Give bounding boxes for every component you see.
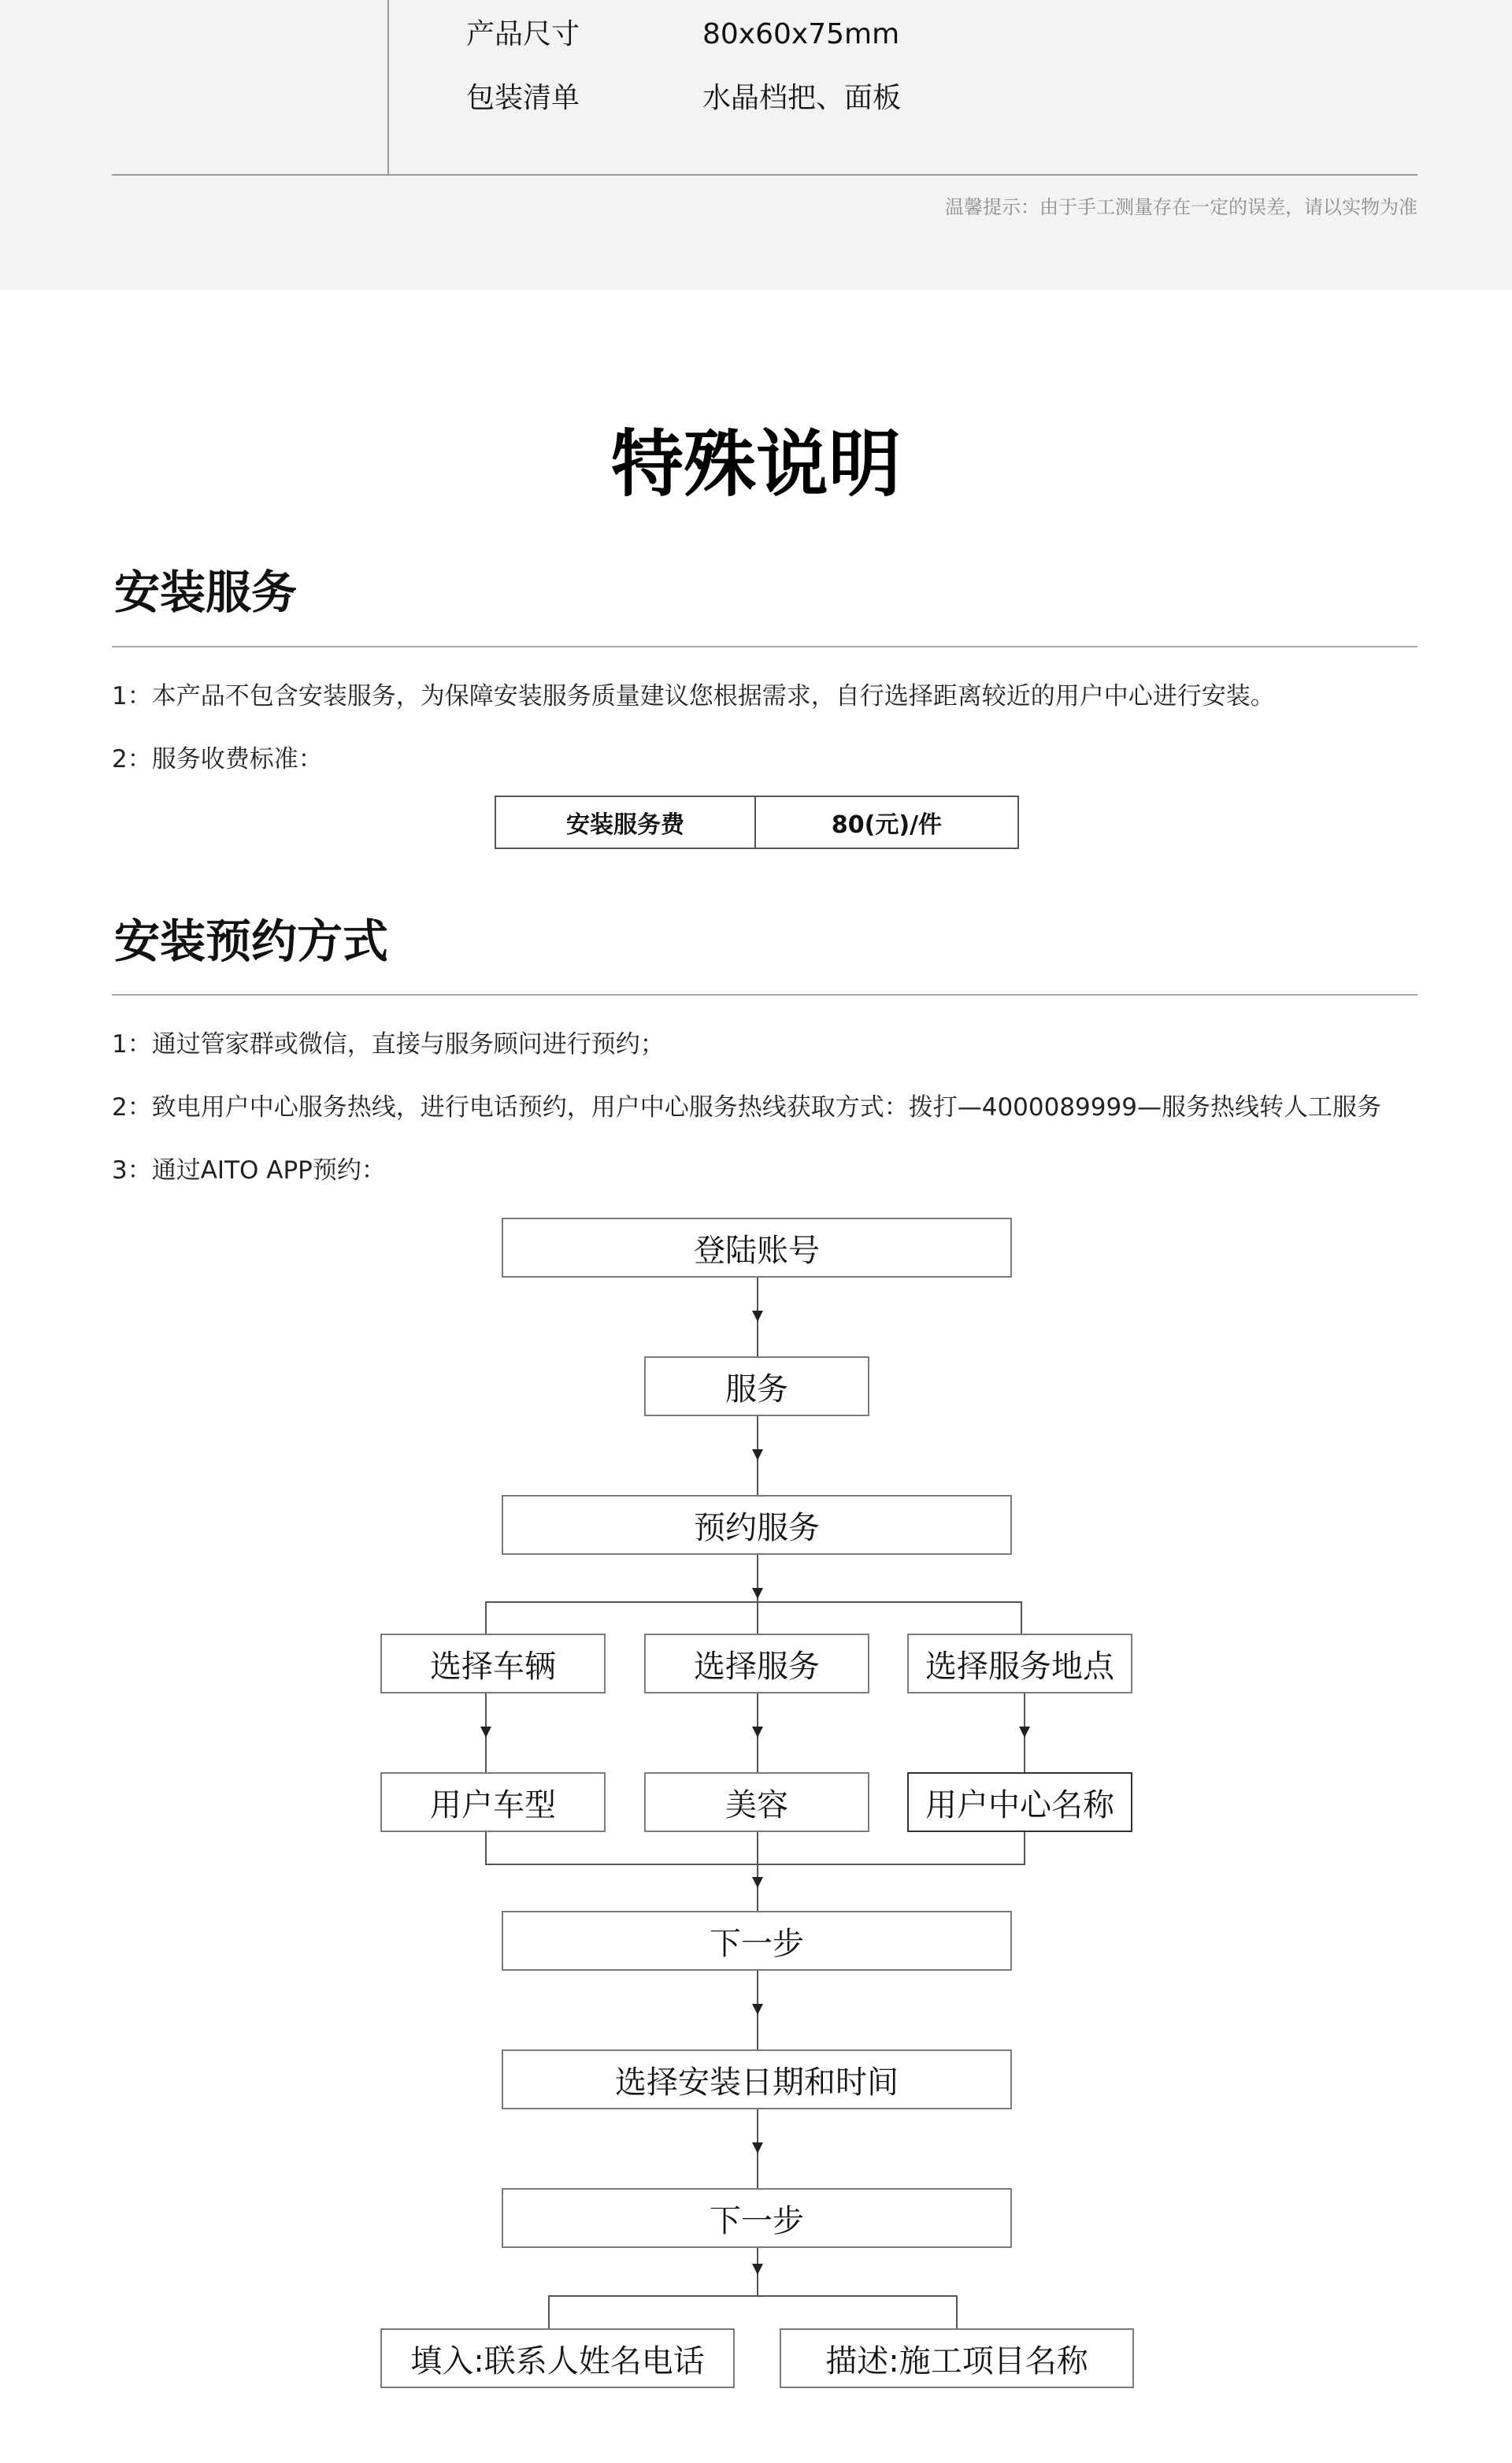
- connector: [1021, 1601, 1022, 1634]
- fee-table: [495, 796, 1019, 849]
- step-login: 登陆账号: [502, 1218, 1012, 1278]
- connector: [757, 1278, 758, 1356]
- connector: [1024, 1832, 1025, 1865]
- page-title: 特殊说明: [610, 422, 901, 506]
- step-beauty: 美容: [644, 1772, 869, 1832]
- spec-divider-horizontal: [112, 174, 1418, 176]
- booking-item-1: 1：通过管家群或微信，直接与服务顾问进行预约；: [112, 1030, 665, 1059]
- booking-item-2: 2：致电用户中心服务热线，进行电话预约，用户中心服务热线获取方式：拨打—4000089999—服务热线转人工服务: [112, 1093, 1381, 1122]
- spec-divider-vertical: [387, 0, 389, 175]
- booking-heading: 安装预约方式: [114, 914, 389, 968]
- connector: [485, 1693, 487, 1772]
- step-service: 服务: [644, 1356, 869, 1416]
- arrow-down-icon: [752, 1588, 763, 1599]
- step-vehicle-model: 用户车型: [380, 1772, 606, 1832]
- arrow-down-icon: [752, 2264, 763, 2275]
- connector: [757, 1971, 758, 2049]
- step-fill-contact: 填入:联系人姓名电话: [380, 2328, 735, 2388]
- connector: [757, 1832, 758, 1911]
- install-service-item-2: 2：服务收费标准：: [112, 745, 323, 773]
- connector: [956, 2295, 958, 2328]
- install-service-heading: 安装服务: [114, 566, 298, 619]
- branch-connector: [548, 2295, 958, 2297]
- measurement-note: 温馨提示：由于手工测量存在一定的误差，请以实物为准: [945, 196, 1418, 218]
- fee-item-cell: 安装服务费: [496, 797, 756, 848]
- branch-connector: [485, 1601, 1022, 1603]
- install-service-rule: [112, 646, 1418, 647]
- booking-rule: [112, 994, 1418, 996]
- connector: [485, 1832, 487, 1865]
- connector: [548, 2295, 550, 2328]
- connector: [757, 1693, 758, 1772]
- arrow-down-icon: [1019, 1727, 1030, 1738]
- arrow-down-icon: [752, 1311, 763, 1322]
- arrow-down-icon: [752, 2142, 763, 2153]
- booking-item-3: 3：通过AITO APP预约：: [112, 1156, 386, 1185]
- step-select-time: 选择安装日期和时间: [502, 2049, 1012, 2109]
- step-select-vehicle: 选择车辆: [380, 1634, 606, 1693]
- connector: [1024, 1693, 1025, 1772]
- spec-value-size: 80x60x75mm: [702, 18, 900, 50]
- step-book-service: 预约服务: [502, 1495, 1012, 1555]
- arrow-down-icon: [752, 1727, 763, 1738]
- arrow-down-icon: [752, 1449, 763, 1460]
- spec-label-package: 包装清单: [466, 82, 580, 114]
- connector: [757, 2248, 758, 2297]
- arrow-down-icon: [480, 1727, 491, 1738]
- step-center-name: 用户中心名称: [907, 1772, 1132, 1832]
- fee-price-cell: 80(元)/件: [831, 811, 943, 839]
- step-next-1: 下一步: [502, 1911, 1012, 1971]
- arrow-down-icon: [752, 1877, 763, 1888]
- merge-connector: [485, 1864, 1025, 1865]
- spec-label-size: 产品尺寸: [466, 18, 580, 50]
- step-select-location: 选择服务地点: [907, 1634, 1132, 1693]
- connector: [485, 1601, 487, 1634]
- spec-band: [0, 0, 1512, 290]
- step-next-2: 下一步: [502, 2188, 1012, 2248]
- connector: [757, 1416, 758, 1495]
- step-select-service: 选择服务: [644, 1634, 869, 1693]
- step-describe: 描述:施工项目名称: [780, 2328, 1134, 2388]
- connector: [757, 1555, 758, 1634]
- install-service-item-1: 1：本产品不包含安装服务，为保障安装服务质量建议您根据需求，自行选择距离较近的用户中心进行安装。: [112, 682, 1275, 710]
- arrow-down-icon: [752, 2004, 763, 2015]
- spec-value-package: 水晶档把、面板: [702, 82, 902, 114]
- connector: [757, 2109, 758, 2188]
